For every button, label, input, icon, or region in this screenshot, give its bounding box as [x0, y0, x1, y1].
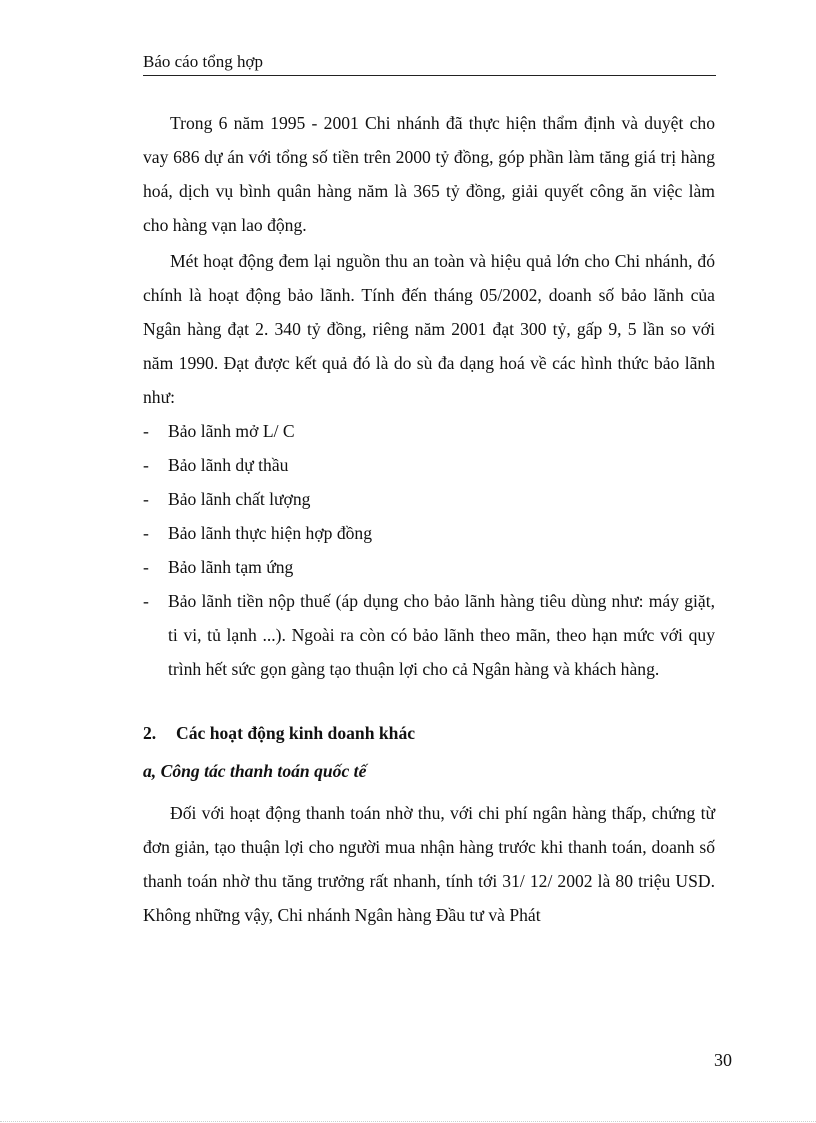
subsection-heading: a, Công tác thanh toán quốc tế	[143, 761, 367, 781]
bullet-dash: -	[143, 523, 149, 543]
bullet-dash: -	[143, 557, 149, 577]
guarantee-list	[143, 414, 715, 686]
paragraph-guarantee: Mét hoạt động đem lại nguồn thu an toàn và hiệu quả lớn cho Chi nhánh, đó chính là hoạt động bảo lãnh. Tính đến tháng 05/2002, doanh số bảo lãnh của Ngân hàng đạt 2. 340 tỷ đồng, riêng năm 2001 đạt 300 tỷ, gấp 9, 5 lần so với năm 1990. Đạt được kết quả đó là do sù đa dạng hoá về các hình thức bảo lãnh như:	[143, 251, 715, 407]
list-item-text: Bảo lãnh tiền nộp thuế (áp dụng cho bảo lãnh hàng tiêu dùng như: máy giặt, ti vi, tủ lạnh ...). Ngoài ra còn có bảo lãnh theo mãn, theo hạn mức với quy trình hết sức gọn gàng tạo thuận lợi cho cả Ngân hàng và khách hàng.	[168, 591, 715, 679]
list-item-text: Bảo lãnh thực hiện hợp đồng	[168, 523, 373, 543]
bullet-dash: -	[143, 591, 149, 611]
list-item-text: Bảo lãnh mở L/ C	[168, 421, 295, 441]
running-header: Báo cáo tổng hợp	[143, 50, 716, 76]
list-item	[143, 550, 715, 584]
page-number: 30	[714, 1050, 732, 1070]
bullet-dash: -	[143, 455, 149, 475]
bullet-dash: -	[143, 489, 149, 509]
page-bottom-divider	[0, 1121, 816, 1122]
list-item	[143, 584, 715, 686]
list-item-text: Bảo lãnh tạm ứng	[168, 557, 294, 577]
paragraph-payment: Đối với hoạt động thanh toán nhờ thu, với chi phí ngân hàng thấp, chứng từ đơn giản, tạo thuận lợi cho người mua nhận hàng trước khi thanh toán, doanh số thanh toán nhờ thu tăng trưởng rất nhanh, tính tới 31/ 12/ 2002 là 80 triệu USD. Không những vậy, Chi nhánh Ngân hàng Đầu tư và Phát	[143, 803, 715, 925]
list-item	[143, 482, 715, 516]
paragraph-appraisal: Trong 6 năm 1995 - 2001 Chi nhánh đã thực hiện thẩm định và duyệt cho vay 686 dự án với tổng số tiền trên 2000 tỷ đồng, góp phần làm tăng giá trị hàng hoá, dịch vụ bình quân hàng năm là 365 tỷ đồng, giải quyết công ăn việc làm cho hàng vạn lao động.	[143, 113, 715, 235]
section-heading	[143, 716, 715, 750]
section-title: Các hoạt động kinh doanh khác	[176, 723, 416, 743]
list-item	[143, 448, 715, 482]
section-number: 2.	[143, 723, 157, 743]
list-item	[143, 516, 715, 550]
bullet-dash: -	[143, 421, 149, 441]
page-body	[143, 106, 715, 932]
list-item-text: Bảo lãnh chất lượng	[168, 489, 311, 509]
list-item-text: Bảo lãnh dự thầu	[168, 455, 289, 475]
list-item	[143, 414, 715, 448]
